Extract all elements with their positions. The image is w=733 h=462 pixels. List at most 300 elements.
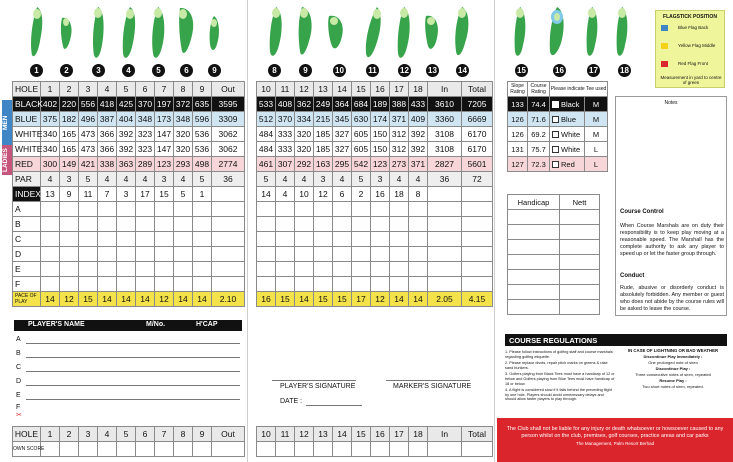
checkbox[interactable] <box>552 161 559 168</box>
cell: 10 <box>295 187 314 202</box>
score-cell[interactable] <box>276 277 295 292</box>
score-cell[interactable] <box>560 255 600 270</box>
score-row-d[interactable] <box>257 247 493 262</box>
score-cell[interactable] <box>174 262 193 277</box>
handicap-row[interactable] <box>508 240 600 255</box>
score-cell[interactable] <box>60 247 79 262</box>
player-d-line[interactable] <box>26 385 240 386</box>
score-row-c[interactable] <box>13 232 245 247</box>
score-cell[interactable] <box>295 247 314 262</box>
score-cell[interactable] <box>314 217 333 232</box>
score-cell[interactable] <box>276 217 295 232</box>
cell: 312 <box>390 142 409 157</box>
checkbox[interactable] <box>552 146 559 153</box>
score-cell[interactable] <box>333 247 352 262</box>
score-cell[interactable] <box>352 202 371 217</box>
score-cell[interactable] <box>79 232 98 247</box>
conduct-title: Conduct <box>620 273 645 279</box>
score-cell[interactable] <box>333 232 352 247</box>
own-score-row[interactable] <box>13 442 245 457</box>
score-cell[interactable] <box>371 277 390 292</box>
score-cell[interactable] <box>508 225 560 240</box>
cell: 174 <box>371 112 390 127</box>
score-cell[interactable] <box>257 232 276 247</box>
score-cell[interactable] <box>79 202 98 217</box>
score-cell[interactable] <box>409 277 428 292</box>
hole-number-badge: 6 <box>180 64 193 77</box>
cell: 182 <box>60 112 79 127</box>
score-row-d[interactable] <box>13 247 245 262</box>
score-row-a[interactable] <box>13 202 245 217</box>
score-cell[interactable] <box>60 442 79 457</box>
score-cell[interactable] <box>390 232 409 247</box>
cell: 15 <box>333 292 352 307</box>
cell: 323 <box>136 142 155 157</box>
cell: 127 <box>508 157 528 172</box>
cell: 320 <box>174 142 193 157</box>
score-cell[interactable] <box>333 202 352 217</box>
score-cell[interactable] <box>390 442 409 457</box>
cell: M <box>585 112 608 127</box>
score-row-b[interactable] <box>257 217 493 232</box>
score-cell[interactable] <box>193 277 212 292</box>
score-row-a[interactable] <box>257 202 493 217</box>
hole-14-diagram <box>394 5 414 63</box>
hole-4-diagram <box>119 5 139 63</box>
score-cell[interactable] <box>155 247 174 262</box>
cell: 9 <box>193 82 212 97</box>
score-cell[interactable] <box>136 217 155 232</box>
score-cell[interactable] <box>155 262 174 277</box>
player-b-line[interactable] <box>26 357 240 358</box>
score-cell[interactable] <box>193 202 212 217</box>
score-cell[interactable] <box>428 247 462 262</box>
cell: 3 <box>60 172 79 187</box>
tee-checkbox-label[interactable] <box>550 97 585 112</box>
player-a-line[interactable] <box>26 343 240 344</box>
score-cell[interactable] <box>428 202 462 217</box>
cell: BLUE <box>13 112 41 127</box>
score-cell[interactable] <box>41 202 60 217</box>
score-cell[interactable] <box>212 217 245 232</box>
mno-label: M/No. <box>146 321 166 328</box>
cell: 3 <box>155 172 174 187</box>
handicap-row[interactable] <box>508 300 600 315</box>
score-cell[interactable] <box>295 262 314 277</box>
cell: 10 <box>257 82 276 97</box>
score-cell[interactable] <box>257 277 276 292</box>
cell: 71.6 <box>528 112 550 127</box>
score-cell[interactable] <box>390 217 409 232</box>
score-cell[interactable] <box>41 217 60 232</box>
score-cell[interactable] <box>276 232 295 247</box>
cell: 533 <box>257 97 276 112</box>
cell: 605 <box>352 142 371 157</box>
right-hole-diagrams <box>497 0 647 80</box>
cell: 5 <box>352 172 371 187</box>
score-cell[interactable] <box>314 247 333 262</box>
score-row-f[interactable] <box>13 277 245 292</box>
score-cell[interactable] <box>212 247 245 262</box>
score-cell[interactable] <box>409 217 428 232</box>
score-row-c[interactable] <box>257 232 493 247</box>
score-cell[interactable] <box>41 232 60 247</box>
score-cell[interactable] <box>174 247 193 262</box>
cell: 74.4 <box>528 97 550 112</box>
notes-box[interactable] <box>615 96 727 316</box>
score-cell[interactable] <box>117 217 136 232</box>
score-cell[interactable] <box>98 277 117 292</box>
score-cell[interactable] <box>257 202 276 217</box>
cell: 173 <box>155 112 174 127</box>
score-row-e[interactable] <box>13 262 245 277</box>
score-cell[interactable] <box>136 247 155 262</box>
score-row-b[interactable] <box>13 217 245 232</box>
score-cell[interactable] <box>462 262 493 277</box>
handicap-row[interactable] <box>508 225 600 240</box>
cell: 11 <box>276 427 295 442</box>
cell: 3108 <box>428 127 462 142</box>
score-cell[interactable] <box>560 270 600 285</box>
handicap-row[interactable] <box>508 210 600 225</box>
player-e-line[interactable] <box>26 399 240 400</box>
score-cell[interactable] <box>352 217 371 232</box>
checkbox[interactable] <box>552 101 559 108</box>
score-cell[interactable] <box>352 262 371 277</box>
cell: M <box>585 127 608 142</box>
score-cell[interactable] <box>98 442 117 457</box>
handicap-row[interactable] <box>508 255 600 270</box>
cell: Nett <box>560 195 600 210</box>
score-cell[interactable] <box>212 202 245 217</box>
score-cell[interactable] <box>212 442 245 457</box>
score-cell[interactable] <box>79 277 98 292</box>
score-cell[interactable] <box>60 277 79 292</box>
player-name-header <box>14 320 242 331</box>
player-c-line[interactable] <box>26 371 240 372</box>
score-cell[interactable] <box>257 217 276 232</box>
flagstick-box <box>655 10 725 88</box>
score-cell[interactable] <box>314 442 333 457</box>
score-cell[interactable] <box>390 262 409 277</box>
score-cell[interactable] <box>60 202 79 217</box>
cell: 12 <box>314 187 333 202</box>
cell: 149 <box>60 157 79 172</box>
score-cell[interactable] <box>136 277 155 292</box>
hole-number-badge: 15 <box>515 64 528 77</box>
cell: 15 <box>276 292 295 307</box>
score-cell[interactable] <box>295 202 314 217</box>
player-signature-line[interactable] <box>272 380 356 381</box>
cell: L <box>585 142 608 157</box>
cell: 3610 <box>428 97 462 112</box>
cell: HOLE <box>13 82 41 97</box>
score-cell[interactable] <box>174 442 193 457</box>
score-cell[interactable] <box>560 285 600 300</box>
score-cell[interactable] <box>117 202 136 217</box>
marker-signature-line[interactable] <box>386 380 470 381</box>
score-cell[interactable] <box>193 247 212 262</box>
flagstick-note: Measurement in yard to centre of green <box>660 75 722 85</box>
score-cell[interactable] <box>371 442 390 457</box>
score-cell[interactable] <box>295 442 314 457</box>
tee-checkbox-label[interactable] <box>550 127 585 142</box>
cell: WHITE <box>13 127 41 142</box>
score-cell[interactable] <box>371 217 390 232</box>
cell: 7 <box>98 187 117 202</box>
score-cell[interactable] <box>60 232 79 247</box>
hole-18-diagram <box>613 5 631 61</box>
score-cell[interactable] <box>155 202 174 217</box>
score-cell[interactable] <box>276 202 295 217</box>
score-cell[interactable] <box>352 277 371 292</box>
date-label: DATE : <box>280 398 303 405</box>
score-cell[interactable] <box>409 202 428 217</box>
cell: 14 <box>295 292 314 307</box>
score-cell[interactable] <box>462 277 493 292</box>
score-cell[interactable] <box>60 217 79 232</box>
score-cell[interactable] <box>314 202 333 217</box>
cell: 220 <box>60 97 79 112</box>
score-cell[interactable] <box>174 277 193 292</box>
score-cell[interactable] <box>295 232 314 247</box>
lightning-line: Three consecutive notes of siren, repeated <box>635 372 711 377</box>
score-cell[interactable] <box>508 285 560 300</box>
score-cell[interactable] <box>560 240 600 255</box>
cell: 16 <box>371 187 390 202</box>
score-cell[interactable] <box>352 442 371 457</box>
cell: 327 <box>333 127 352 142</box>
score-cell[interactable] <box>560 210 600 225</box>
score-cell[interactable] <box>352 247 371 262</box>
cell: 536 <box>193 142 212 157</box>
cell: 165 <box>60 127 79 142</box>
score-cell[interactable] <box>193 442 212 457</box>
score-cell[interactable] <box>276 262 295 277</box>
score-cell[interactable] <box>174 217 193 232</box>
score-cell[interactable] <box>193 232 212 247</box>
conduct-text: Rude, abusive or disorderly conduct is absolutely forbidden. Any member or guest who does not abide by the course rules will be asked to leave the course. <box>620 285 724 312</box>
tee-label: Blue <box>561 114 577 124</box>
score-cell[interactable] <box>428 217 462 232</box>
score-cell[interactable] <box>462 442 493 457</box>
score-cell[interactable] <box>314 262 333 277</box>
cell: 13 <box>41 187 60 202</box>
regulation-number: 1. <box>505 350 510 354</box>
score-cell[interactable] <box>117 247 136 262</box>
score-cell[interactable] <box>136 232 155 247</box>
score-cell[interactable] <box>98 232 117 247</box>
score-cell[interactable] <box>508 240 560 255</box>
score-cell[interactable] <box>79 247 98 262</box>
cell: 312 <box>390 127 409 142</box>
cell: 3062 <box>212 142 245 157</box>
score-cell[interactable] <box>409 247 428 262</box>
regulation-item <box>505 372 615 386</box>
score-cell[interactable] <box>155 277 174 292</box>
score-cell[interactable] <box>508 255 560 270</box>
score-cell[interactable] <box>333 442 352 457</box>
score-cell[interactable] <box>136 262 155 277</box>
score-cell[interactable] <box>212 277 245 292</box>
cell: 392 <box>409 127 428 142</box>
score-cell[interactable] <box>409 442 428 457</box>
cell: 387 <box>98 112 117 127</box>
hole-number-badge: 18 <box>618 64 631 77</box>
score-cell[interactable] <box>352 232 371 247</box>
score-cell[interactable] <box>41 277 60 292</box>
tee-checkbox-label[interactable] <box>550 157 585 172</box>
player-letter: F <box>16 404 21 411</box>
score-cell[interactable] <box>371 262 390 277</box>
cell: 340 <box>41 142 60 157</box>
score-cell[interactable] <box>333 262 352 277</box>
cell: 556 <box>79 97 98 112</box>
pace-of-play-row <box>257 292 493 307</box>
score-cell[interactable] <box>390 202 409 217</box>
score-cell[interactable] <box>428 442 462 457</box>
score-cell[interactable] <box>117 232 136 247</box>
regulation-number: 4. <box>505 388 510 393</box>
score-cell[interactable] <box>257 262 276 277</box>
score-cell[interactable] <box>41 262 60 277</box>
score-cell[interactable] <box>212 262 245 277</box>
cell: 16 <box>371 427 390 442</box>
score-cell[interactable] <box>276 247 295 262</box>
score-cell[interactable] <box>155 217 174 232</box>
score-cell[interactable] <box>212 232 245 247</box>
cell: 596 <box>193 112 212 127</box>
score-row-e[interactable] <box>257 262 493 277</box>
score-cell[interactable] <box>314 277 333 292</box>
score-cell[interactable] <box>508 300 560 315</box>
score-cell[interactable] <box>193 217 212 232</box>
score-cell[interactable] <box>390 247 409 262</box>
score-cell[interactable] <box>193 262 212 277</box>
score-row-f[interactable] <box>257 277 493 292</box>
score-cell[interactable] <box>98 262 117 277</box>
cell: 197 <box>155 97 174 112</box>
score-cell[interactable] <box>41 247 60 262</box>
score-cell[interactable] <box>371 232 390 247</box>
checkbox[interactable] <box>552 131 559 138</box>
cell: 409 <box>409 112 428 127</box>
cell: In <box>428 82 462 97</box>
score-cell[interactable] <box>60 262 79 277</box>
score-cell[interactable] <box>371 202 390 217</box>
tee-checkbox-label[interactable] <box>550 142 585 157</box>
score-cell[interactable] <box>117 277 136 292</box>
score-cell[interactable] <box>428 232 462 247</box>
score-cell[interactable] <box>333 277 352 292</box>
red-tee-row <box>13 157 245 172</box>
blue-flag-label: Blue Flag Back <box>678 25 709 30</box>
score-cell[interactable] <box>276 442 295 457</box>
score-cell[interactable] <box>136 202 155 217</box>
cell: OWN SCORE <box>13 442 41 457</box>
score-cell[interactable] <box>409 262 428 277</box>
score-cell[interactable] <box>117 442 136 457</box>
score-cell[interactable] <box>98 247 117 262</box>
score-cell[interactable] <box>333 217 352 232</box>
back-hole-diagrams <box>250 0 495 80</box>
score-cell[interactable] <box>295 277 314 292</box>
score-cell[interactable] <box>428 262 462 277</box>
rating-row-red <box>508 157 608 172</box>
score-cell[interactable] <box>155 232 174 247</box>
cell: 371 <box>409 157 428 172</box>
score-cell[interactable] <box>98 202 117 217</box>
hole-number-badge: 14 <box>456 64 469 77</box>
cell: 15 <box>79 292 98 307</box>
score-cell[interactable] <box>390 277 409 292</box>
cell: 126 <box>508 112 528 127</box>
score-cell[interactable] <box>295 217 314 232</box>
cell: 433 <box>409 97 428 112</box>
score-cell[interactable] <box>462 247 493 262</box>
cell: 72 <box>462 172 493 187</box>
score-cell[interactable] <box>560 225 600 240</box>
cell: 7205 <box>462 97 493 112</box>
score-cell[interactable] <box>174 232 193 247</box>
score-cell[interactable] <box>174 202 193 217</box>
score-cell[interactable] <box>98 217 117 232</box>
score-cell[interactable] <box>560 300 600 315</box>
score-cell[interactable] <box>155 442 174 457</box>
score-cell[interactable] <box>409 232 428 247</box>
score-cell[interactable] <box>257 247 276 262</box>
handicap-row[interactable] <box>508 285 600 300</box>
score-cell[interactable] <box>257 442 276 457</box>
cell: 249 <box>314 97 333 112</box>
date-line[interactable] <box>306 405 362 406</box>
cell: 69.2 <box>528 127 550 142</box>
score-cell[interactable] <box>462 202 493 217</box>
score-cell[interactable] <box>508 210 560 225</box>
cell: 7 <box>155 82 174 97</box>
tee-checkbox-label[interactable] <box>550 112 585 127</box>
score-cell[interactable] <box>508 270 560 285</box>
score-cell[interactable] <box>462 232 493 247</box>
checkbox[interactable] <box>552 116 559 123</box>
cell: 348 <box>136 112 155 127</box>
cell: 8 <box>174 427 193 442</box>
score-cell[interactable] <box>117 262 136 277</box>
cell: 131 <box>508 142 528 157</box>
flagstick-title: FLAGSTICK POSITION <box>663 14 717 20</box>
score-cell[interactable] <box>371 247 390 262</box>
score-cell[interactable] <box>314 232 333 247</box>
score-cell[interactable] <box>136 442 155 457</box>
cell: 18 <box>409 82 428 97</box>
white-tee-row <box>257 127 493 142</box>
cell: 75.7 <box>528 142 550 157</box>
score-cell[interactable] <box>462 217 493 232</box>
handicap-row[interactable] <box>508 270 600 285</box>
cell: L <box>585 157 608 172</box>
score-cell[interactable] <box>79 442 98 457</box>
score-cell[interactable] <box>428 277 462 292</box>
rating-row-white-l <box>508 142 608 157</box>
cell: 473 <box>79 127 98 142</box>
cell: 4 <box>276 187 295 202</box>
cell: 4 <box>136 172 155 187</box>
cell: Out <box>212 427 245 442</box>
score-cell[interactable] <box>79 217 98 232</box>
score-cell[interactable] <box>79 262 98 277</box>
cell: 3309 <box>212 112 245 127</box>
own-score-row[interactable] <box>257 442 493 457</box>
